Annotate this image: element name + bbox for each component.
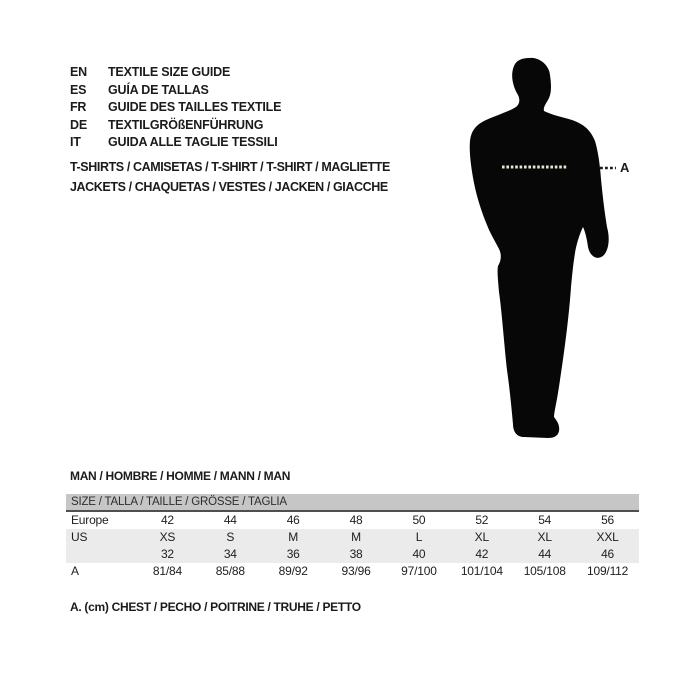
table-row-us — [66, 529, 639, 546]
size-cell: 56 — [601, 513, 615, 527]
size-cell: XS — [159, 530, 176, 544]
language-guide-list — [70, 66, 281, 149]
size-cell: 93/96 — [341, 564, 371, 578]
size-cell: XXL — [596, 530, 619, 544]
size-cell: XL — [474, 530, 489, 544]
language-code: IT — [70, 135, 81, 149]
silhouette-svg — [450, 55, 650, 445]
section-title-man: MAN / HOMBRE / HOMME / MANN / MAN — [70, 469, 291, 483]
language-code: ES — [70, 82, 87, 97]
row-label: US — [71, 530, 88, 544]
size-cell: 32 — [160, 547, 174, 561]
size-cell: XL — [537, 530, 552, 544]
size-cell: 85/88 — [215, 564, 245, 578]
size-cell: 81/84 — [152, 564, 182, 578]
size-cell: 89/92 — [278, 564, 308, 578]
size-cell: 109/112 — [587, 564, 629, 578]
table-row-chest — [66, 563, 639, 580]
garment-line-tshirts: T-SHIRTS / CAMISETAS / T-SHIRT / T-SHIRT / MAGLIETTE — [70, 160, 390, 174]
size-cell: 46 — [286, 513, 300, 527]
language-label: GUIDE DES TAILLES TEXTILE — [108, 100, 282, 114]
size-cell: 52 — [475, 513, 489, 527]
table-row-europe — [66, 512, 639, 529]
size-cell: 50 — [412, 513, 426, 527]
garment-line-jackets: JACKETS / CHAQUETAS / VESTES / JACKEN / GIACCHE — [70, 180, 388, 194]
size-cell: 40 — [412, 547, 426, 561]
language-label: GUIDA ALLE TAGLIE TESSILI — [108, 135, 278, 149]
size-cell: 97/100 — [401, 564, 437, 578]
size-cell: M — [288, 530, 299, 544]
garment-types — [70, 157, 390, 197]
row-label — [66, 546, 136, 563]
size-cell: 42 — [160, 513, 174, 527]
language-label: GUÍA DE TALLAS — [108, 82, 209, 97]
size-cell: 36 — [286, 547, 300, 561]
man-silhouette — [470, 58, 609, 438]
language-label: TEXTILE SIZE GUIDE — [108, 65, 231, 79]
size-cell: M — [351, 530, 361, 544]
size-cell: 48 — [349, 513, 363, 527]
size-cell: 34 — [223, 547, 237, 561]
row-label: A — [71, 564, 79, 578]
language-code: DE — [70, 117, 87, 132]
size-table-header: SIZE / TALLA / TAILLE / GRÖSSE / TAGLIA — [66, 494, 639, 512]
language-code: FR — [70, 100, 87, 114]
size-cell: S — [226, 530, 235, 544]
size-cell: L — [415, 530, 423, 544]
size-cell: 44 — [538, 547, 552, 561]
size-cell: 54 — [538, 513, 552, 527]
row-label: Europe — [71, 513, 109, 527]
language-code: EN — [70, 65, 87, 79]
size-table — [66, 494, 639, 580]
man-silhouette-figure — [450, 55, 650, 445]
measure-point-label: A — [620, 160, 630, 175]
size-cell: 38 — [349, 547, 363, 561]
size-cell: 42 — [475, 547, 489, 561]
size-cell: 105/108 — [523, 564, 566, 578]
size-cell: 46 — [601, 547, 615, 561]
table-row-numeric — [66, 546, 639, 563]
size-cell: 101/104 — [460, 564, 503, 578]
language-label: TEXTILGRÖßENFÜHRUNG — [108, 117, 264, 132]
size-cell: 44 — [223, 513, 237, 527]
table-footnote: A. (cm) CHEST / PECHO / POITRINE / TRUHE / PETTO — [70, 600, 361, 614]
